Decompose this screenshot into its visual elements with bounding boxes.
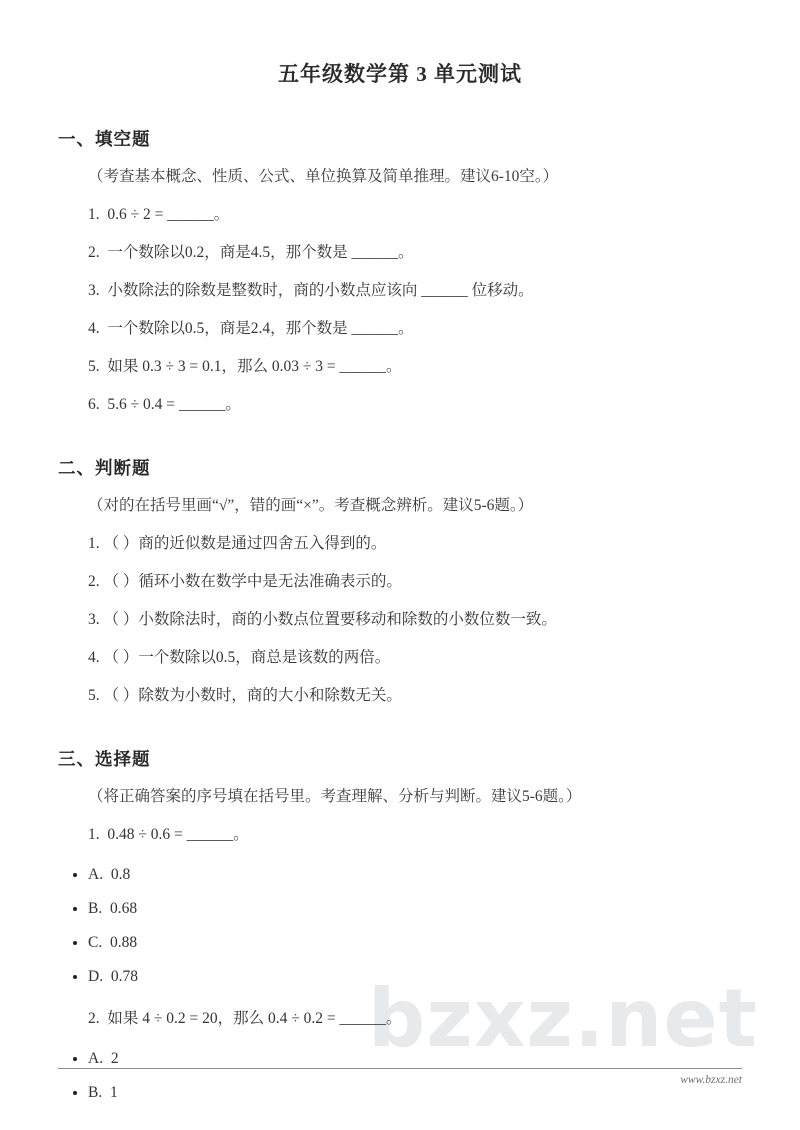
- question-item: 1. 0.6 ÷ 2 = ______。: [88, 206, 230, 223]
- page-title: 五年级数学第 3 单元测试: [278, 62, 522, 86]
- section-multiple-choice: [58, 746, 742, 1105]
- option-list: [58, 863, 742, 989]
- page-footer: [58, 1068, 742, 1086]
- option-item: • B. 0.68: [88, 897, 742, 921]
- option-item: • A. 0.8: [88, 863, 742, 887]
- section-true-false: [58, 455, 742, 708]
- question-item: 4. 一个数除以0.5，商是2.4，那个数是 ______。: [88, 320, 414, 337]
- section-true-false-heading: 二、判断题: [58, 458, 151, 478]
- question-item: 3. （ ）小数除法时，商的小数点位置要移动和除数的小数位数一致。: [88, 611, 557, 628]
- section-fill-in-blank-heading: 一、填空题: [58, 129, 151, 149]
- option-item: • D. 0.78: [88, 965, 742, 989]
- question-item: 5. （ ）除数为小数时，商的大小和除数无关。: [88, 687, 402, 704]
- question-item: 2. （ ）循环小数在数学中是无法准确表示的。: [88, 573, 402, 590]
- question-item: 6. 5.6 ÷ 0.4 = ______。: [88, 396, 241, 413]
- question-item: 5. 如果 0.3 ÷ 3 = 0.1，那么 0.03 ÷ 3 = ______。: [88, 358, 402, 375]
- footer-url: www.bzxz.net: [680, 1074, 742, 1086]
- question-item: 4. （ ）一个数除以0.5，商总是该数的两倍。: [88, 649, 391, 666]
- question-item: 2. 一个数除以0.2，商是4.5，那个数是 ______。: [88, 244, 414, 261]
- section-note: （考查基本概念、性质、公式、单位换算及简单推理。建议6-10空。）: [88, 168, 559, 185]
- question-item: 1. 0.48 ÷ 0.6 = ______。: [88, 826, 249, 843]
- option-item: • B. 1: [88, 1081, 742, 1105]
- watermark: bzxz.net: [368, 972, 758, 1065]
- footer-divider: [58, 1068, 742, 1069]
- question-item: 3. 小数除法的除数是整数时，商的小数点应该向 ______ 位移动。: [88, 282, 534, 299]
- option-item: • C. 0.88: [88, 931, 742, 955]
- section-multiple-choice-heading: 三、选择题: [58, 749, 151, 769]
- question-item: 2. 如果 4 ÷ 0.2 = 20，那么 0.4 ÷ 0.2 = ______。: [88, 1010, 402, 1027]
- section-note: （将正确答案的序号填在括号里。考查理解、分析与判断。建议5-6题。）: [88, 788, 582, 805]
- option-item: • A. 2: [88, 1047, 742, 1071]
- section-note: （对的在括号里画“√”，错的画“×”。考查概念辨析。建议5-6题。）: [88, 497, 534, 514]
- question-item: 1. （ ）商的近似数是通过四舍五入得到的。: [88, 535, 387, 552]
- section-fill-in-blank: [58, 126, 742, 417]
